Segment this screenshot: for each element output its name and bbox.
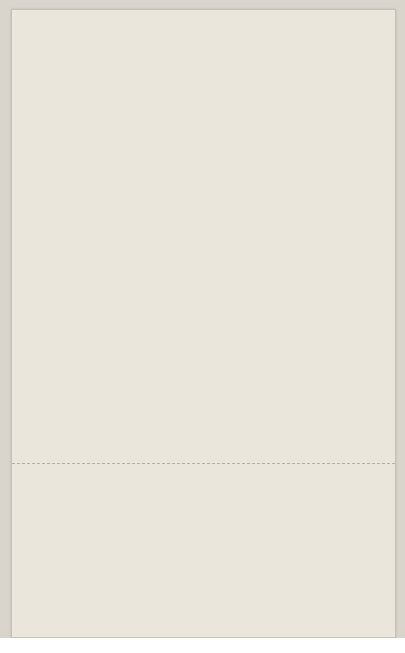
footer-bar — [0, 638, 405, 653]
form-sheet — [11, 9, 396, 638]
fold-line — [12, 463, 395, 464]
